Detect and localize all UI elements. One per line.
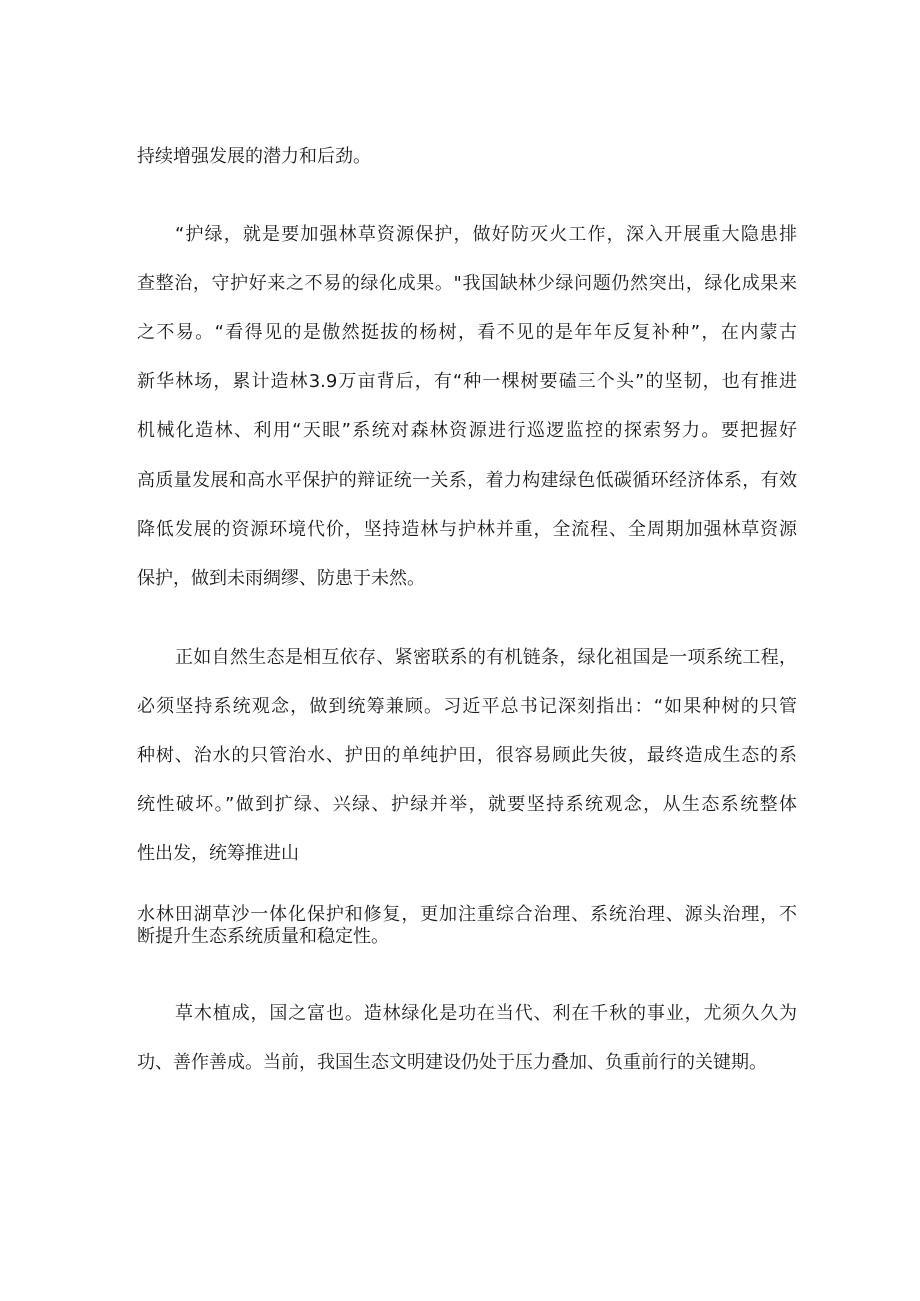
paragraph-4-line-0: 草木植成，国之富也。造林绿化是功在当代、利在千秋的事业，尤须久久为 xyxy=(175,1003,797,1024)
paragraph-4-line-1: 功、善作善成。当前，我国生态文明建设仍处于压力叠加、负重前行的关键期。 xyxy=(137,1052,767,1073)
paragraph-2-line-0: 正如自然生态是相互依存、紧密联系的有机链条，绿化祖国是一项系统工程， xyxy=(175,647,797,668)
paragraph-1-line-6: 降低发展的资源环境代价，坚持造林与护林并重，全流程、全周期加强林草资源 xyxy=(137,519,797,540)
paragraph-1-line-5: 高质量发展和高水平保护的辩证统一关系，着力构建绿色低碳循环经济体系，有效 xyxy=(137,470,797,491)
paragraph-1-line-3: 新华林场，累计造林3.9万亩背后，有“种一棵树要磕三个头”的坚韧，也有推进 xyxy=(137,371,797,392)
paragraph-2-line-4: 性出发，统筹推进山 xyxy=(137,843,299,864)
paragraph-1-line-7: 保护，做到未雨绸缪、防患于未然。 xyxy=(137,568,425,589)
paragraph-1-line-1: 查整治，守护好来之不易的绿化成果。"我国缺林少绿问题仍然突出，绿化成果来 xyxy=(137,273,797,294)
paragraph-2-line-2: 种树、治水的只管治水、护田的单纯护田，很容易顾此失彼，最终造成生态的系 xyxy=(137,745,797,766)
paragraph-1-line-0: “护绿，就是要加强林草资源保护，做好防灭火工作，深入开展重大隐患排 xyxy=(175,224,797,245)
paragraph-0-line-0: 持续增强发展的潜力和后劲。 xyxy=(137,146,371,167)
paragraph-3-line-0: 水林田湖草沙一体化保护和修复，更加注重综合治理、系统治理、源头治理，不 xyxy=(137,904,797,925)
paragraph-3-line-1: 断提升生态系统质量和稳定性。 xyxy=(137,926,389,947)
paragraph-1-line-4: 机械化造林、利用“天眼”系统对森林资源进行巡逻监控的探索努力。要把握好 xyxy=(137,420,797,441)
paragraph-2-line-1: 必须坚持系统观念，做到统筹兼顾。习近平总书记深刻指出：“如果种树的只管 xyxy=(137,696,797,717)
paragraph-1-line-2: 之不易。“看得见的是傲然挺拔的杨树，看不见的是年年反复补种”，在内蒙古 xyxy=(137,322,797,343)
paragraph-2-line-3: 统性破坏。”做到扩绿、兴绿、护绿并举，就要坚持系统观念，从生态系统整体 xyxy=(137,794,797,815)
